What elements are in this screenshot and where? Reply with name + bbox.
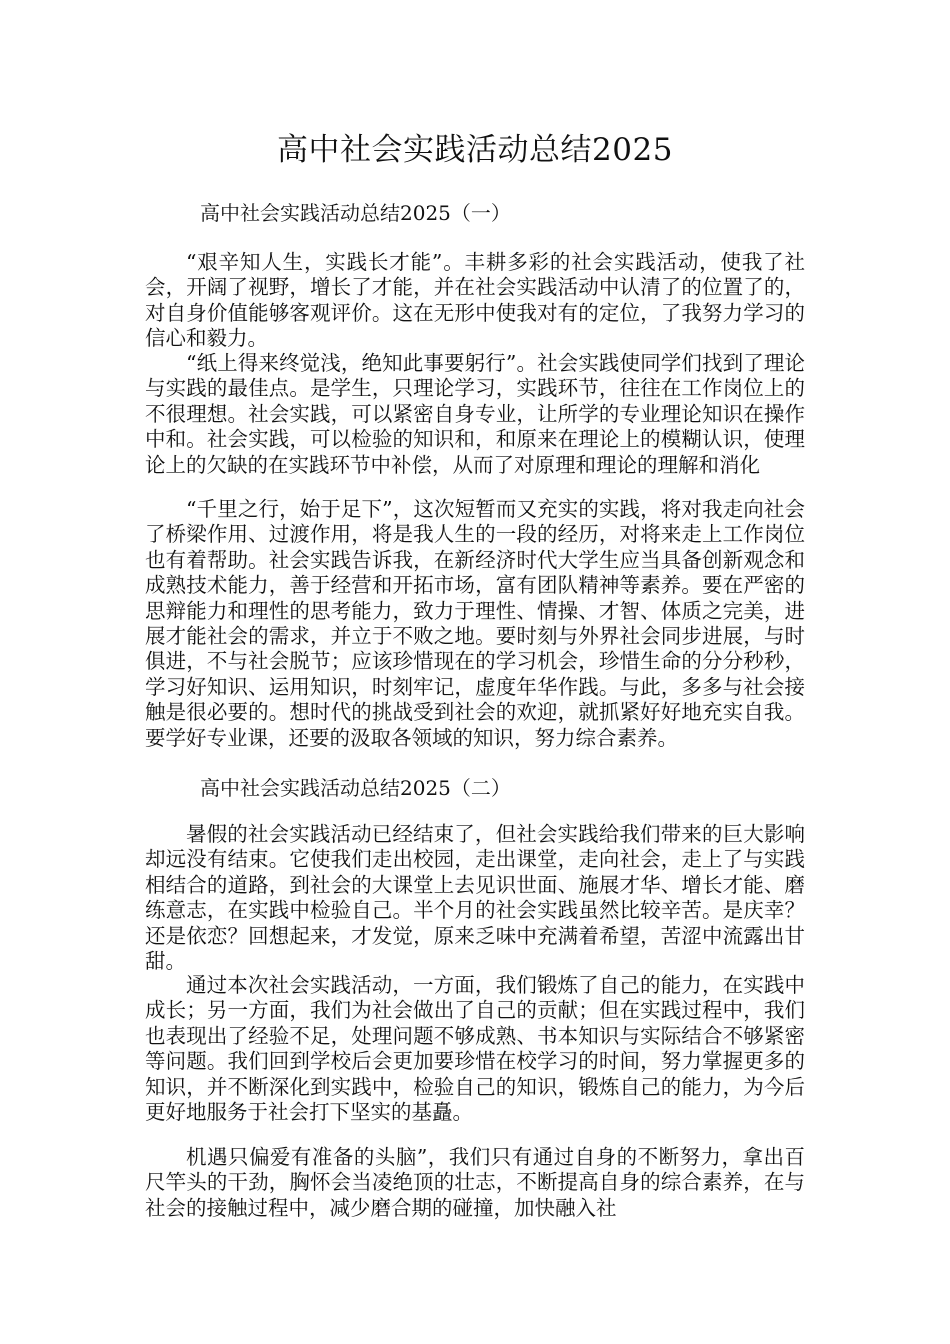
section-1-paragraph-3: “千里之行，始于足下”，这次短暂而又充实的实践，将对我走向社会了桥梁作用、过渡作用，将是我人生的一段的经历，对将来走上工作岗位也有着帮助。社会实践告诉我，在新经济时代大学生应当具备创新观念和成熟技术能力，善于经营和开拓市场，富有团队精神等素养。要在严密的思辩能力和理性的思考能力，致力于理性、情操、才智、体质之完美，进展才能社会的需求，并立于不败之地。要时刻与外界社会同步进展，与时俱进，不与社会脱节；应该珍惜现在的学习机会，珍惜生命的分分秒秒，学习好知识、运用知识，时刻牢记，虚度年华作践。与此，多多与社会接触是很必要的。想时代的挑战受到社会的欢迎，就抓紧好好地充实自我。要学好专业课，还要的汲取各领域的知识，努力综合素养。: [145, 497, 805, 750]
section-1-paragraph-2: “纸上得来终觉浅，绝知此事要躬行”。社会实践使同学们找到了理论与实践的最佳点。是学生，只理论学习，实践环节，往往在工作岗位上的不很理想。社会实践，可以紧密自身专业，让所学的专业理论知识在操作中和。社会实践，可以检验的知识和，和原来在理论上的模糊认识，使理论上的欠缺的在实践环节中补偿，从而了对原理和理论的理解和消化: [145, 351, 805, 477]
document-title: 高中社会实践活动总结2025: [277, 132, 673, 168]
section-heading-1: 高中社会实践活动总结2025（一）: [200, 201, 511, 225]
section-2-paragraph-3: 机遇只偏爱有准备的头脑”，我们只有通过自身的不断努力，拿出百尺竿头的干劲，胸怀会当凌绝顶的壮志，不断提高自身的综合素养，在与社会的接触过程中，减少磨合期的碰撞，加快融入社: [145, 1145, 805, 1220]
section-2-paragraph-1: 暑假的社会实践活动已经结束了，但社会实践给我们带来的巨大影响却远没有结束。它使我们走出校园，走出课堂，走向社会，走上了与实践相结合的道路，到社会的大课堂上去见识世面、施展才华、增长才能、磨练意志，在实践中检验自己。半个月的社会实践虽然比较辛苦。是庆幸？还是依恋？回想起来，才发觉，原来乏味中充满着希望，苦涩中流露出甘甜。: [145, 822, 805, 974]
section-heading-2: 高中社会实践活动总结2025（二）: [200, 776, 511, 800]
section-2-paragraph-2: 通过本次社会实践活动，一方面，我们锻炼了自己的能力，在实践中成长；另一方面，我们为社会做出了自己的贡献；但在实践过程中，我们也表现出了经验不足，处理问题不够成熟、书本知识与实际结合不够紧密等问题。我们回到学校后会更加要珍惜在校学习的时间，努力掌握更多的知识，并不断深化到实践中，检验自己的知识，锻炼自己的能力，为今后更好地服务于社会打下坚实的基矗。: [145, 973, 805, 1125]
section-1-paragraph-1: “艰辛知人生，实践长才能”。丰耕多彩的社会实践活动，使我了社会，开阔了视野，增长了才能，并在社会实践活动中认清了的位置了的，对自身价值能够客观评价。这在无形中使我对有的定位，了我努力学习的信心和毅力。: [145, 250, 805, 351]
